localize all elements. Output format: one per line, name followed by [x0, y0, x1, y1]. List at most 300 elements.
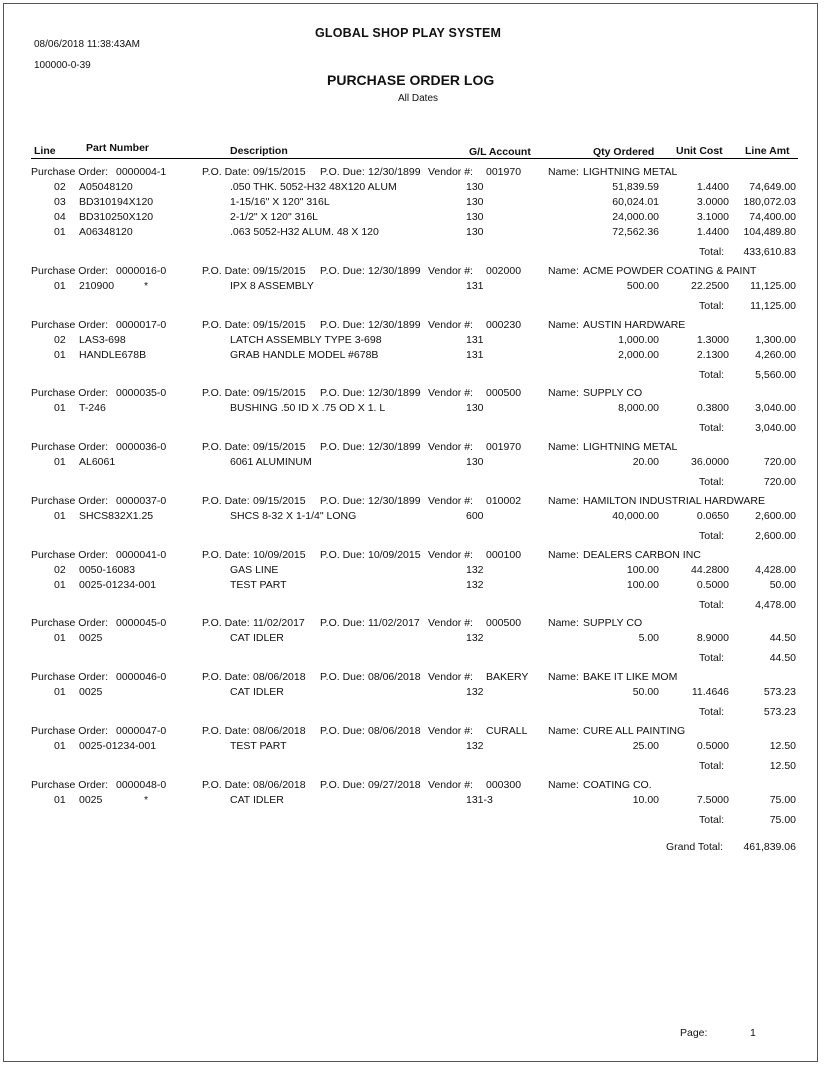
gl-account: 130	[466, 196, 484, 208]
po-prefix-label: Purchase Order:	[31, 779, 109, 791]
gl-account: 132	[466, 686, 484, 698]
report-id: 100000-0-39	[34, 60, 91, 71]
description: IPX 8 ASSEMBLY	[230, 280, 314, 292]
po-total-label: Total:	[699, 300, 725, 312]
line-amount: 4,428.00	[755, 564, 796, 576]
qty-ordered: 72,562.36	[612, 226, 659, 238]
page-number: 1	[750, 1027, 756, 1039]
vendor-number: 001970	[486, 166, 522, 178]
po-due: 12/30/1899	[368, 387, 421, 399]
po-prefix-label: Purchase Order:	[31, 265, 109, 277]
po-total-value: 75.00	[769, 814, 796, 826]
part-number: SHCS832X1.25	[79, 510, 154, 522]
po-due-label: P.O. Due:	[320, 617, 365, 629]
vendor-name-label: Name:	[548, 779, 579, 791]
description: CAT IDLER	[230, 686, 284, 698]
vendor-name: SUPPLY CO	[583, 387, 643, 399]
po-date: 09/15/2015	[253, 387, 306, 399]
vendor-name-label: Name:	[548, 319, 579, 331]
qty-ordered: 100.00	[626, 564, 659, 576]
vendor-label: Vendor #:	[428, 387, 473, 399]
part-number: 0025	[79, 686, 103, 698]
vendor-name: CURE ALL PAINTING	[583, 725, 686, 737]
qty-ordered: 8,000.00	[618, 402, 659, 414]
description: GRAB HANDLE MODEL #678B	[230, 349, 379, 361]
po-date: 09/15/2015	[253, 441, 306, 453]
line-number: 01	[54, 456, 66, 468]
description: TEST PART	[230, 579, 287, 591]
po-due: 12/30/1899	[368, 441, 421, 453]
po-total-value: 5,560.00	[755, 369, 796, 381]
line-item-row	[4, 402, 819, 417]
po-total-row	[4, 300, 819, 315]
po-number: 0000037-0	[116, 495, 167, 507]
description: CAT IDLER	[230, 632, 284, 644]
po-prefix-label: Purchase Order:	[31, 617, 109, 629]
po-header-row	[4, 319, 819, 334]
po-total-label: Total:	[699, 476, 725, 488]
vendor-name: AUSTIN HARDWARE	[583, 319, 686, 331]
po-due: 12/30/1899	[368, 265, 421, 277]
po-total-label: Total:	[699, 706, 725, 718]
po-header-row	[4, 617, 819, 632]
po-date-label: P.O. Date:	[202, 441, 250, 453]
description: .050 THK. 5052-H32 48X120 ALUM	[230, 181, 397, 193]
po-prefix-label: Purchase Order:	[31, 549, 109, 561]
line-number: 01	[54, 686, 66, 698]
vendor-name-label: Name:	[548, 441, 579, 453]
gl-account: 131	[466, 349, 484, 361]
vendor-name: SUPPLY CO	[583, 617, 643, 629]
qty-ordered: 20.00	[632, 456, 659, 468]
po-number: 0000036-0	[116, 441, 167, 453]
po-total-label: Total:	[699, 246, 725, 258]
vendor-name-label: Name:	[548, 166, 579, 178]
part-number: AL6061	[79, 456, 116, 468]
po-number: 0000016-0	[116, 265, 167, 277]
qty-ordered: 25.00	[632, 740, 659, 752]
gl-account: 130	[466, 402, 484, 414]
qty-ordered: 500.00	[626, 280, 659, 292]
po-total-row	[4, 706, 819, 721]
company-name: GLOBAL SHOP PLAY SYSTEM	[315, 26, 502, 40]
part-number: 0025-01234-001	[79, 740, 157, 752]
line-item-row	[4, 740, 819, 755]
line-item-row	[4, 510, 819, 525]
vendor-name: LIGHTNING METAL	[583, 166, 678, 178]
line-amount: 4,260.00	[755, 349, 796, 361]
line-amount: 720.00	[763, 456, 796, 468]
vendor-label: Vendor #:	[428, 671, 473, 683]
line-item-row	[4, 632, 819, 647]
report-title: PURCHASE ORDER LOG	[327, 72, 495, 88]
po-header-row	[4, 166, 819, 181]
po-number: 0000035-0	[116, 387, 167, 399]
unit-cost: 7.5000	[696, 794, 729, 806]
unit-cost: 8.9000	[696, 632, 729, 644]
po-due: 10/09/2015	[368, 549, 421, 561]
po-due-label: P.O. Due:	[320, 725, 365, 737]
po-header-row	[4, 387, 819, 402]
vendor-name: HAMILTON INDUSTRIAL HARDWARE	[583, 495, 766, 507]
vendor-label: Vendor #:	[428, 617, 473, 629]
po-date: 08/06/2018	[253, 779, 306, 791]
po-date: 09/15/2015	[253, 166, 306, 178]
po-prefix-label: Purchase Order:	[31, 387, 109, 399]
qty-ordered: 60,024.01	[612, 196, 659, 208]
unit-cost: 2.1300	[696, 349, 729, 361]
po-number: 0000017-0	[116, 319, 167, 331]
part-number: 0025	[79, 794, 103, 806]
po-header-row	[4, 549, 819, 564]
vendor-number: 001970	[486, 441, 522, 453]
po-due-label: P.O. Due:	[320, 671, 365, 683]
line-amount: 3,040.00	[755, 402, 796, 414]
line-number: 01	[54, 280, 66, 292]
unit-cost: 0.0650	[696, 510, 729, 522]
qty-ordered: 5.00	[638, 632, 659, 644]
vendor-label: Vendor #:	[428, 265, 473, 277]
vendor-label: Vendor #:	[428, 779, 473, 791]
line-number: 02	[54, 334, 66, 346]
unit-cost: 44.2800	[691, 564, 729, 576]
part-flag: *	[144, 794, 149, 806]
po-due-label: P.O. Due:	[320, 166, 365, 178]
vendor-number: 000500	[486, 387, 522, 399]
vendor-name-label: Name:	[548, 725, 579, 737]
vendor-number: 000300	[486, 779, 522, 791]
po-total-row	[4, 599, 819, 614]
po-due-label: P.O. Due:	[320, 387, 365, 399]
line-item-row	[4, 686, 819, 701]
description: GAS LINE	[230, 564, 279, 576]
qty-ordered: 51,839.59	[612, 181, 659, 193]
qty-ordered: 10.00	[632, 794, 659, 806]
vendor-name-label: Name:	[548, 387, 579, 399]
po-header-row	[4, 495, 819, 510]
qty-ordered: 1,000.00	[618, 334, 659, 346]
vendor-number: 000230	[486, 319, 522, 331]
description: LATCH ASSEMBLY TYPE 3-698	[230, 334, 382, 346]
line-item-row	[4, 211, 819, 226]
vendor-number: CURALL	[486, 725, 528, 737]
qty-ordered: 24,000.00	[612, 211, 659, 223]
po-number: 0000041-0	[116, 549, 167, 561]
description: 6061 ALUMINUM	[230, 456, 312, 468]
vendor-label: Vendor #:	[428, 319, 473, 331]
gl-account: 131-3	[466, 794, 493, 806]
vendor-number: 000100	[486, 549, 522, 561]
gl-account: 132	[466, 579, 484, 591]
po-total-value: 573.23	[763, 706, 796, 718]
unit-cost: 3.1000	[696, 211, 729, 223]
line-item-row	[4, 196, 819, 211]
line-amount: 74,400.00	[749, 211, 796, 223]
col-header-description: Description	[230, 145, 288, 157]
line-number: 01	[54, 632, 66, 644]
po-total-row	[4, 530, 819, 545]
po-date: 11/02/2017	[253, 617, 305, 629]
po-total-label: Total:	[699, 422, 725, 434]
part-number: LAS3-698	[79, 334, 126, 346]
gl-account: 600	[466, 510, 484, 522]
qty-ordered: 50.00	[632, 686, 659, 698]
col-header-part-number: Part Number	[86, 142, 150, 154]
qty-ordered: 100.00	[626, 579, 659, 591]
po-prefix-label: Purchase Order:	[31, 671, 109, 683]
line-amount: 74,649.00	[749, 181, 796, 193]
po-header-row	[4, 779, 819, 794]
gl-account: 131	[466, 280, 484, 292]
po-due-label: P.O. Due:	[320, 495, 365, 507]
vendor-number: 010002	[486, 495, 522, 507]
po-total-row	[4, 476, 819, 491]
description: .063 5052-H32 ALUM. 48 X 120	[230, 226, 379, 238]
part-flag: *	[144, 280, 149, 292]
po-total-label: Total:	[699, 530, 725, 542]
line-item-row	[4, 181, 819, 196]
vendor-name-label: Name:	[548, 495, 579, 507]
unit-cost: 0.5000	[696, 579, 729, 591]
po-total-row	[4, 422, 819, 437]
line-number: 01	[54, 510, 66, 522]
col-header-line: Line	[34, 145, 56, 157]
vendor-name: ACME POWDER COATING & PAINT	[583, 265, 757, 277]
vendor-name-label: Name:	[548, 617, 579, 629]
po-number: 0000047-0	[116, 725, 167, 737]
po-total-label: Total:	[699, 814, 725, 826]
po-due: 08/06/2018	[368, 725, 421, 737]
po-prefix-label: Purchase Order:	[31, 725, 109, 737]
po-total-label: Total:	[699, 652, 725, 664]
po-total-value: 720.00	[763, 476, 796, 488]
line-amount: 11,125.00	[750, 280, 796, 292]
po-total-value: 3,040.00	[755, 422, 796, 434]
po-total-label: Total:	[699, 599, 725, 611]
line-amount: 180,072.03	[743, 196, 796, 208]
report-subtitle: All Dates	[398, 93, 439, 104]
line-amount: 75.00	[769, 794, 796, 806]
po-prefix-label: Purchase Order:	[31, 495, 109, 507]
header-rule	[31, 158, 798, 159]
line-amount: 2,600.00	[755, 510, 796, 522]
po-total-label: Total:	[699, 369, 725, 381]
grand-total-value: 461,839.06	[743, 841, 796, 853]
po-header-row	[4, 441, 819, 456]
vendor-number: BAKERY	[486, 671, 529, 683]
line-amount: 1,300.00	[755, 334, 796, 346]
po-date: 08/06/2018	[253, 671, 306, 683]
vendor-label: Vendor #:	[428, 495, 473, 507]
po-date-label: P.O. Date:	[202, 387, 250, 399]
gl-account: 130	[466, 456, 484, 468]
part-number: BD310250X120	[79, 211, 154, 223]
po-date-label: P.O. Date:	[202, 725, 250, 737]
col-header-line-amt: Line Amt	[745, 145, 790, 157]
vendor-number: 002000	[486, 265, 522, 277]
vendor-label: Vendor #:	[428, 166, 473, 178]
po-prefix-label: Purchase Order:	[31, 441, 109, 453]
po-number: 0000048-0	[116, 779, 167, 791]
part-number: HANDLE678B	[79, 349, 147, 361]
po-due: 12/30/1899	[368, 319, 421, 331]
vendor-label: Vendor #:	[428, 725, 473, 737]
vendor-name: COATING CO.	[583, 779, 652, 791]
line-item-row	[4, 794, 819, 809]
line-number: 02	[54, 564, 66, 576]
part-number: 210900	[79, 280, 115, 292]
line-number: 02	[54, 181, 66, 193]
po-due: 11/02/2017	[368, 617, 420, 629]
part-number: 0025	[79, 632, 103, 644]
line-amount: 573.23	[763, 686, 796, 698]
po-date: 09/15/2015	[253, 495, 306, 507]
description: TEST PART	[230, 740, 287, 752]
line-amount: 44.50	[769, 632, 796, 644]
po-date-label: P.O. Date:	[202, 549, 250, 561]
po-total-row	[4, 369, 819, 384]
po-header-row	[4, 671, 819, 686]
po-number: 0000045-0	[116, 617, 167, 629]
po-date-label: P.O. Date:	[202, 166, 250, 178]
col-header-gl-account: G/L Account	[469, 146, 531, 158]
line-amount: 50.00	[769, 579, 796, 591]
line-item-row	[4, 564, 819, 579]
po-date: 09/15/2015	[253, 319, 306, 331]
vendor-name: BAKE IT LIKE MOM	[583, 671, 678, 683]
po-date: 08/06/2018	[253, 725, 306, 737]
po-header-row	[4, 725, 819, 740]
line-number: 01	[54, 226, 66, 238]
po-due-label: P.O. Due:	[320, 549, 365, 561]
gl-account: 130	[466, 226, 484, 238]
part-number: 0050-16083	[79, 564, 136, 576]
unit-cost: 36.0000	[691, 456, 729, 468]
po-number: 0000046-0	[116, 671, 167, 683]
po-total-row	[4, 760, 819, 775]
line-number: 01	[54, 349, 66, 361]
vendor-name-label: Name:	[548, 265, 579, 277]
description: CAT IDLER	[230, 794, 284, 806]
po-due-label: P.O. Due:	[320, 441, 365, 453]
po-due: 09/27/2018	[368, 779, 421, 791]
gl-account: 132	[466, 564, 484, 576]
po-date: 10/09/2015	[253, 549, 306, 561]
po-total-value: 12.50	[769, 760, 796, 772]
report-page	[3, 3, 818, 1062]
part-number: BD310194X120	[79, 196, 154, 208]
unit-cost: 1.4400	[696, 181, 729, 193]
po-total-label: Total:	[699, 760, 725, 772]
line-item-row	[4, 456, 819, 471]
gl-account: 132	[466, 740, 484, 752]
grand-total-label: Grand Total:	[666, 841, 724, 853]
description: 2-1/2" X 120" 316L	[230, 211, 319, 223]
unit-cost: 22.2500	[691, 280, 729, 292]
po-date-label: P.O. Date:	[202, 671, 250, 683]
line-amount: 12.50	[769, 740, 796, 752]
unit-cost: 0.3800	[696, 402, 729, 414]
po-date-label: P.O. Date:	[202, 779, 250, 791]
po-total-value: 433,610.83	[743, 246, 796, 258]
vendor-name-label: Name:	[548, 549, 579, 561]
vendor-name: DEALERS CARBON INC	[583, 549, 701, 561]
po-date: 09/15/2015	[253, 265, 306, 277]
page-label: Page:	[680, 1027, 708, 1039]
po-total-value: 2,600.00	[755, 530, 796, 542]
po-number: 0000004-1	[116, 166, 167, 178]
report-datetime: 08/06/2018 11:38:43AM	[34, 39, 141, 50]
line-amount: 104,489.80	[743, 226, 796, 238]
po-total-value: 4,478.00	[755, 599, 796, 611]
line-number: 01	[54, 740, 66, 752]
po-date-label: P.O. Date:	[202, 265, 250, 277]
line-item-row	[4, 280, 819, 295]
part-number: A05048120	[79, 181, 133, 193]
po-due-label: P.O. Due:	[320, 779, 365, 791]
part-number: T-246	[79, 402, 106, 414]
vendor-label: Vendor #:	[428, 441, 473, 453]
po-due: 08/06/2018	[368, 671, 421, 683]
po-due-label: P.O. Due:	[320, 265, 365, 277]
vendor-number: 000500	[486, 617, 522, 629]
unit-cost: 11.4646	[691, 686, 729, 698]
po-date-label: P.O. Date:	[202, 319, 250, 331]
po-total-row	[4, 652, 819, 667]
line-number: 01	[54, 794, 66, 806]
po-total-row	[4, 814, 819, 829]
unit-cost: 0.5000	[696, 740, 729, 752]
line-item-row	[4, 579, 819, 594]
gl-account: 131	[466, 334, 484, 346]
po-date-label: P.O. Date:	[202, 617, 250, 629]
unit-cost: 1.4400	[696, 226, 729, 238]
line-number: 04	[54, 211, 66, 223]
po-due: 12/30/1899	[368, 495, 421, 507]
gl-account: 130	[466, 181, 484, 193]
part-number: A06348120	[79, 226, 133, 238]
po-due-label: P.O. Due:	[320, 319, 365, 331]
po-prefix-label: Purchase Order:	[31, 166, 109, 178]
po-prefix-label: Purchase Order:	[31, 319, 109, 331]
line-item-row	[4, 349, 819, 364]
unit-cost: 3.0000	[696, 196, 729, 208]
vendor-name-label: Name:	[548, 671, 579, 683]
line-item-row	[4, 226, 819, 241]
qty-ordered: 2,000.00	[618, 349, 659, 361]
line-number: 03	[54, 196, 66, 208]
gl-account: 132	[466, 632, 484, 644]
line-item-row	[4, 334, 819, 349]
po-total-value: 44.50	[769, 652, 796, 664]
line-number: 01	[54, 579, 66, 591]
gl-account: 130	[466, 211, 484, 223]
line-number: 01	[54, 402, 66, 414]
unit-cost: 1.3000	[696, 334, 729, 346]
description: SHCS 8-32 X 1-1/4" LONG	[230, 510, 357, 522]
col-header-qty-ordered: Qty Ordered	[593, 146, 655, 158]
po-due: 12/30/1899	[368, 166, 421, 178]
part-number: 0025-01234-001	[79, 579, 157, 591]
po-header-row	[4, 265, 819, 280]
po-date-label: P.O. Date:	[202, 495, 250, 507]
qty-ordered: 40,000.00	[612, 510, 659, 522]
po-total-value: 11,125.00	[750, 300, 796, 312]
vendor-label: Vendor #:	[428, 549, 473, 561]
description: 1-15/16" X 120" 316L	[230, 196, 330, 208]
col-header-unit-cost: Unit Cost	[676, 145, 723, 157]
po-total-row	[4, 246, 819, 261]
